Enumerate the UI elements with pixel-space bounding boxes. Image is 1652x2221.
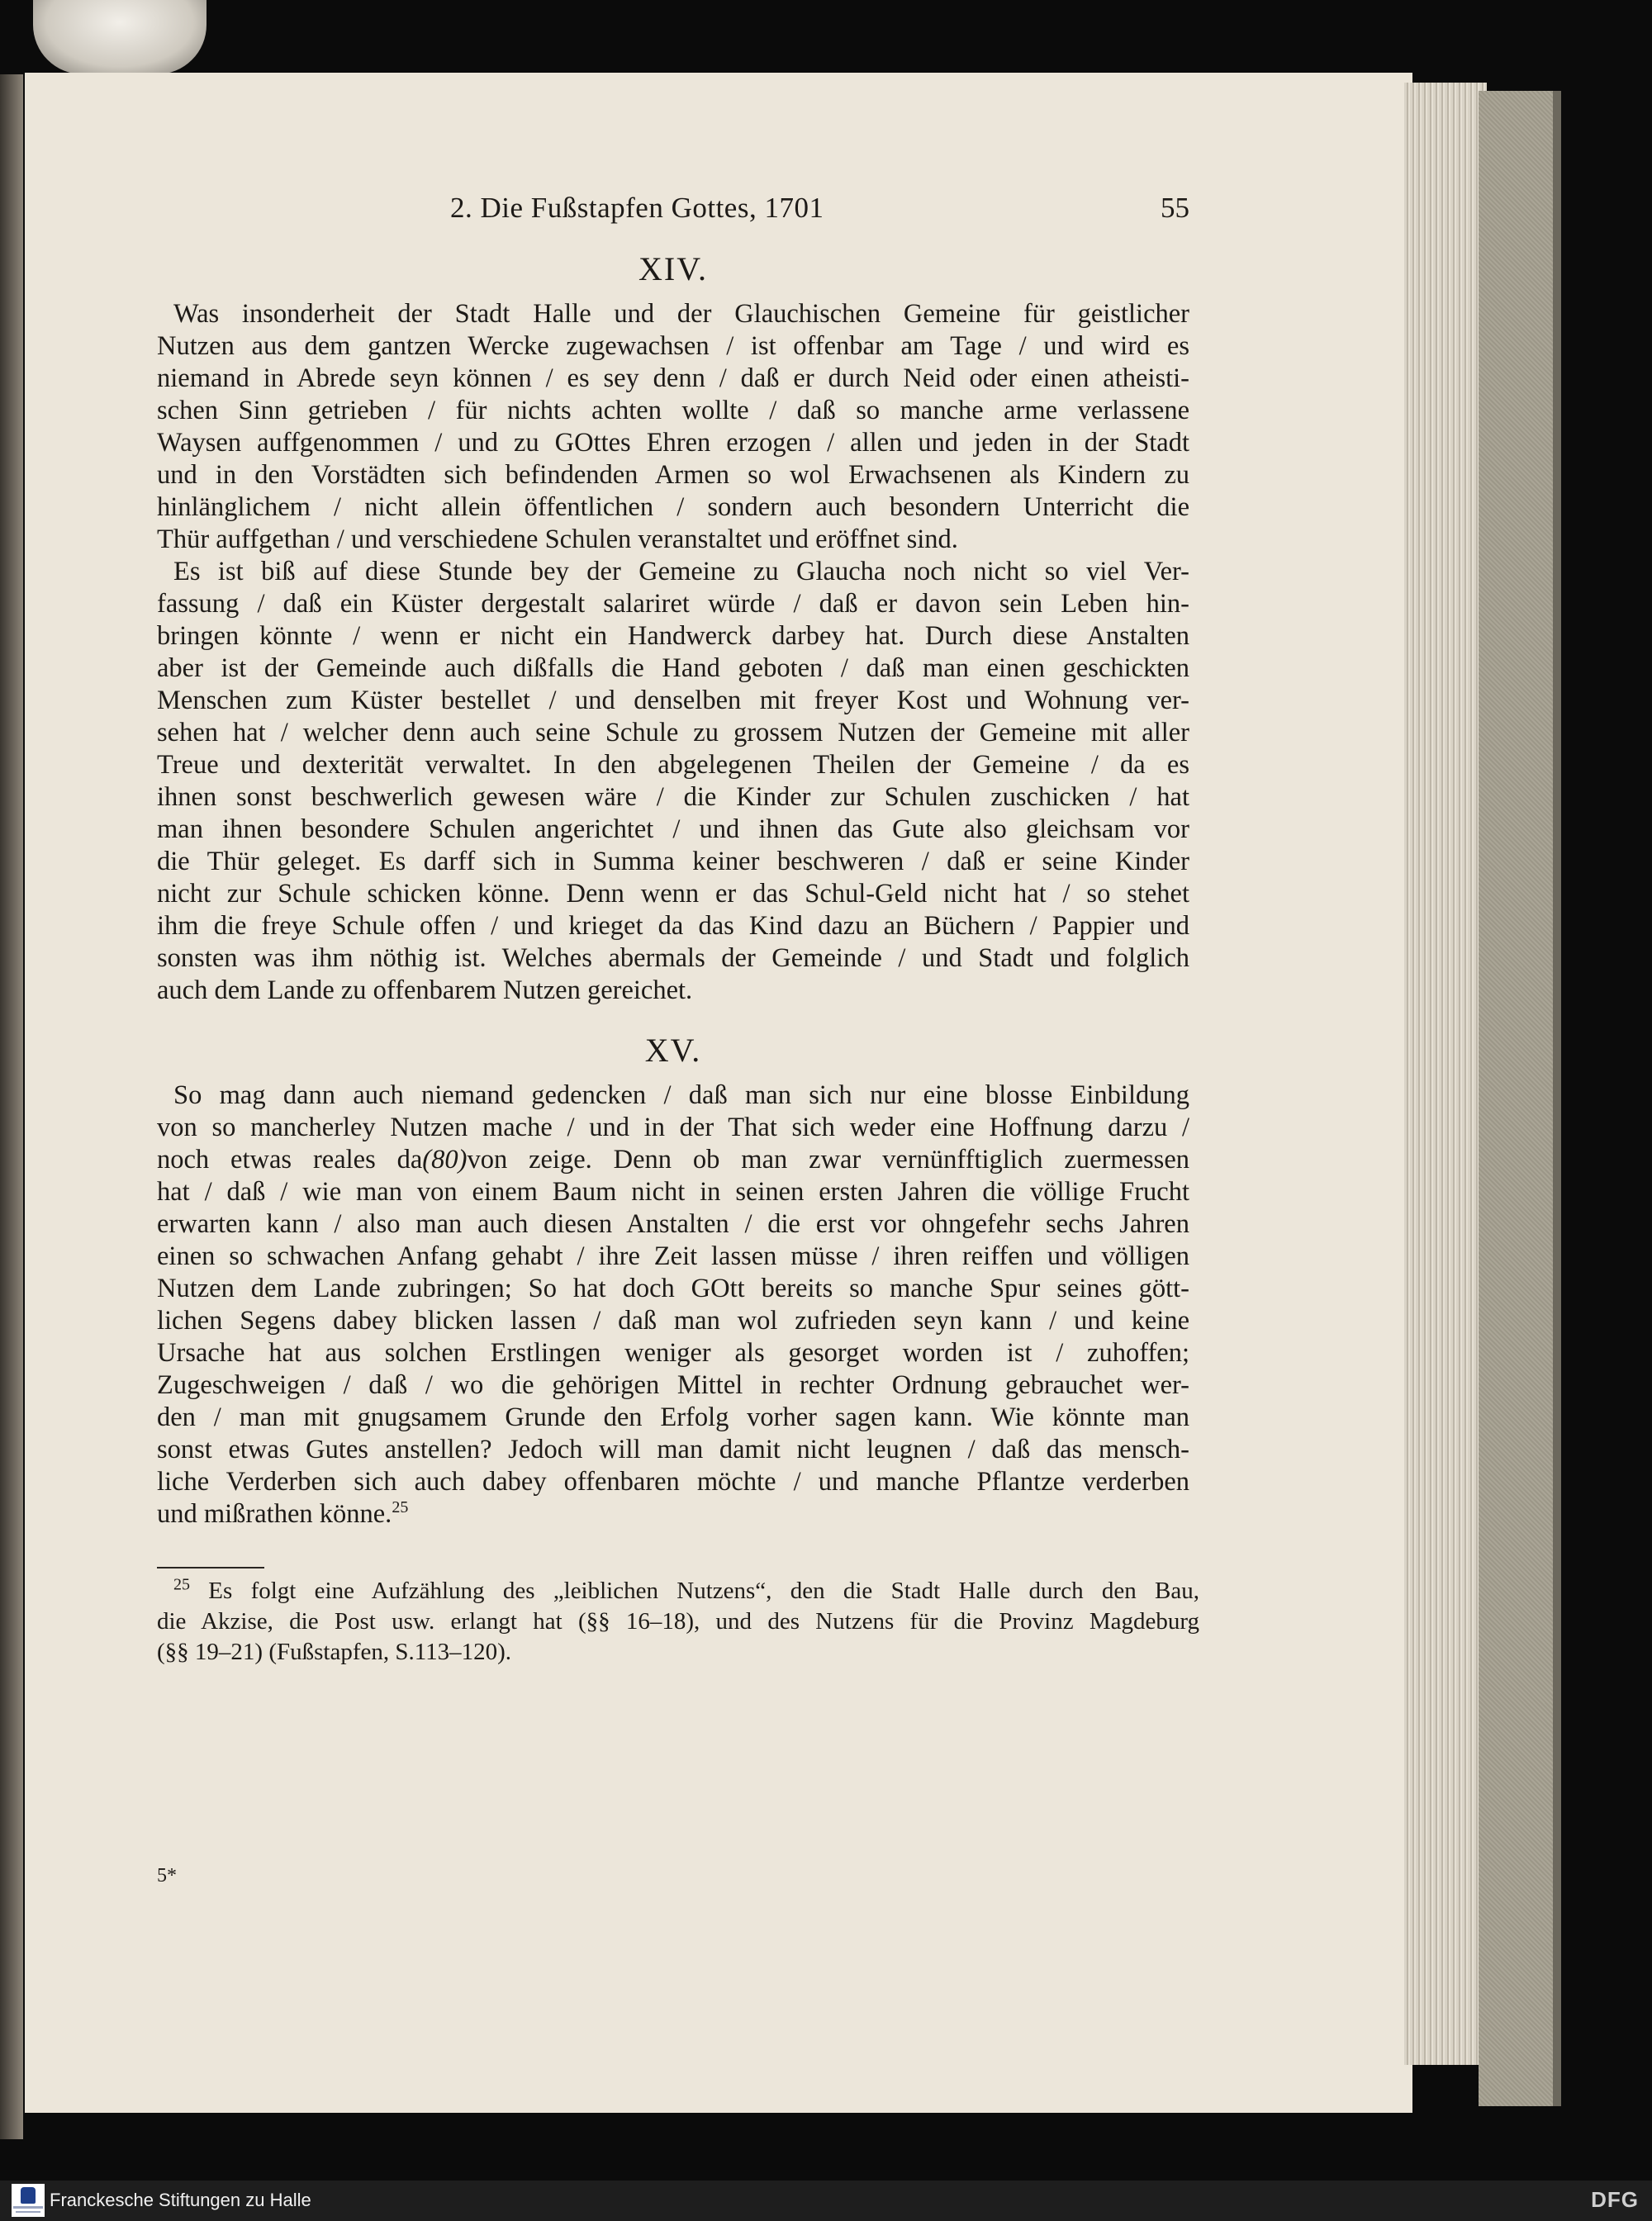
text-line: sehen hat / welcher denn auch seine Schule zu grossem Nutzen der Gemeine mit aller [157,718,1189,747]
text-line: schen Sinn getrieben / für nichts achten wollte / daß so manche arme verlassene [157,396,1189,425]
footnote-number: 25 [173,1575,190,1594]
text-line: fassung / daß ein Küster dergestalt salariret würde / daß er davon sein Leben hin- [157,589,1189,619]
institution-name[interactable]: Franckesche Stiftungen zu Halle [50,2190,311,2210]
paragraph [157,556,1189,1007]
bookmark-ribbon [33,0,206,74]
text-line: hinlänglichem / nicht allein öffentlichen / sondern auch besondern Unterricht die [157,492,1189,522]
text-line: man ihnen besondere Schulen angerichtet / und ihnen das Gute also gleichsam vor [157,814,1189,844]
text-line: niemand in Abrede seyn können / es sey denn / daß er durch Neid oder einen atheisti- [157,363,1189,393]
section-body [157,298,1189,1007]
text-line: Menschen zum Küster bestellet / und denselben mit freyer Kost und Wohnung ver- [157,686,1189,715]
left-page-edge [0,74,23,2139]
paragraph [157,298,1189,556]
footnote-line [157,1576,1199,1606]
text-line: Thür auffgethan / und verschiedene Schulen veranstaltet und eröffnet sind. [157,524,958,554]
page-block-edges [1404,83,1487,2065]
text-line: liche Verderben sich auch dabey offenbaren möchte / und manche Pflantze verderben [157,1467,1189,1497]
text-line-content: und mißrathen könne. [157,1499,392,1529]
section-heading: XV. [644,1032,702,1069]
section-body [157,1080,1189,1530]
text-line [157,1498,1189,1530]
logo-text-line-icon [16,2211,40,2213]
book-cover [1479,91,1553,2106]
section-heading: XIV. [638,250,708,287]
footnote-rule [157,1567,264,1568]
running-head: 2. Die Fußstapfen Gottes, 1701 [450,192,824,224]
text-line: und in den Vorstädten sich befindenden Armen so wol Erwachsenen als Kindern zu [157,460,1189,490]
text-line: bringen könnte / wenn er nicht ein Handwerck darbey hat. Durch diese Anstalten [157,621,1189,651]
text-line: sonsten was ihm nöthig ist. Welches abermals der Gemeinde / und Stadt und folglich [157,943,1189,973]
text-line: den / man mit gnugsamem Grunde den Erfolg vorher sagen kann. Wie könnte man [157,1402,1189,1432]
book-cover-edge [1553,91,1561,2106]
text-line: So mag dann auch niemand gedencken / daß man sich nur eine blosse Einbildung [173,1080,1189,1110]
footnote-line: die Akzise, die Post usw. erlangt hat (§§ 16–18), und des Nutzens für die Provinz Magdeburg [157,1608,1199,1635]
text-line: Es ist biß auf diese Stunde bey der Gemeine zu Glaucha noch nicht so viel Ver- [173,557,1189,586]
text-line: lichen Segens dabey blicken lassen / daß man wol zufrieden seyn kann / und keine [157,1306,1189,1336]
text-line: Treue und dexterität verwaltet. In den abgelegenen Theilen der Gemeine / da es [157,750,1189,780]
dfg-logo[interactable]: DFG [1591,2187,1639,2212]
signature-mark: 5* [157,1865,177,1886]
page-header [157,192,1189,241]
footnote-line: (§§ 19–21) (Fußstapfen, S.113–120). [157,1639,512,1665]
footnote [157,1576,1199,1668]
page-number: 55 [1161,192,1189,224]
text-line: auch dem Lande zu offenbarem Nutzen gereichet. [157,975,693,1005]
text-line: erwarten kann / also man auch diesen Anstalten / die erst vor ohngefehr sechs Jahren [157,1209,1189,1239]
text-line: ihm die freye Schule offen / und krieget da das Kind dazu an Büchern / Pappier und [157,911,1189,941]
institution-logo[interactable] [12,2184,45,2217]
paragraph [157,1080,1189,1530]
text-line: Nutzen dem Lande zubringen; So hat doch GOtt bereits so manche Spur seines gött- [157,1274,1189,1303]
text-line: aber ist der Gemeinde auch dißfalls die Hand geboten / daß man einen geschickten [157,653,1189,683]
footnote-text: Es folgt eine Aufzählung des „leiblichen Nutzens“, den die Stadt Halle durch den Bau, [208,1578,1199,1604]
marginal-page-reference: (80) [422,1145,468,1175]
text-line: hat / daß / wie man von einem Baum nicht in seinen ersten Jahren die völlige Frucht [157,1177,1189,1207]
footnote-ref[interactable]: 25 [392,1498,409,1517]
text-line: Nutzen aus dem gantzen Wercke zugewachsen / ist offenbar am Tage / und wird es [157,331,1189,361]
text-line: sonst etwas Gutes anstellen? Jedoch will man damit nicht leugnen / daß das mensch- [157,1435,1189,1464]
text-line: Waysen auffgenommen / und zu GOttes Ehren erzogen / allen und jeden in der Stadt [157,428,1189,458]
text-line: Was insonderheit der Stadt Halle und der Glauchischen Gemeine für geistlicher [173,299,1189,329]
logo-text-line-icon [13,2206,43,2209]
text-line: noch etwas reales da(80)von zeige. Denn ob man zwar vernünfftiglich zuermessen [157,1145,1189,1175]
text-line: Ursache hat aus solchen Erstlingen weniger als gesorget worden ist / zuhoffen; [157,1338,1189,1368]
text-line: Zugeschweigen / daß / wo die gehörigen Mittel in rechter Ordnung gebrauchet wer- [157,1370,1189,1400]
text-line: nicht zur Schule schicken könne. Denn wenn er das Schul-Geld nicht hat / so stehet [157,879,1189,909]
text-line: die Thür geleget. Es darff sich in Summa keiner beschweren / daß er seine Kinder [157,847,1189,876]
text-line: von so mancherley Nutzen mache / und in der That sich weder eine Hoffnung darzu / [157,1113,1189,1142]
text-line: einen so schwachen Anfang gehabt / ihre Zeit lassen müsse / ihren reiffen und völligen [157,1241,1189,1271]
logo-emblem-icon [21,2187,36,2204]
text-line: ihnen sonst beschwerlich gewesen wäre / die Kinder zur Schulen zuschicken / hat [157,782,1189,812]
